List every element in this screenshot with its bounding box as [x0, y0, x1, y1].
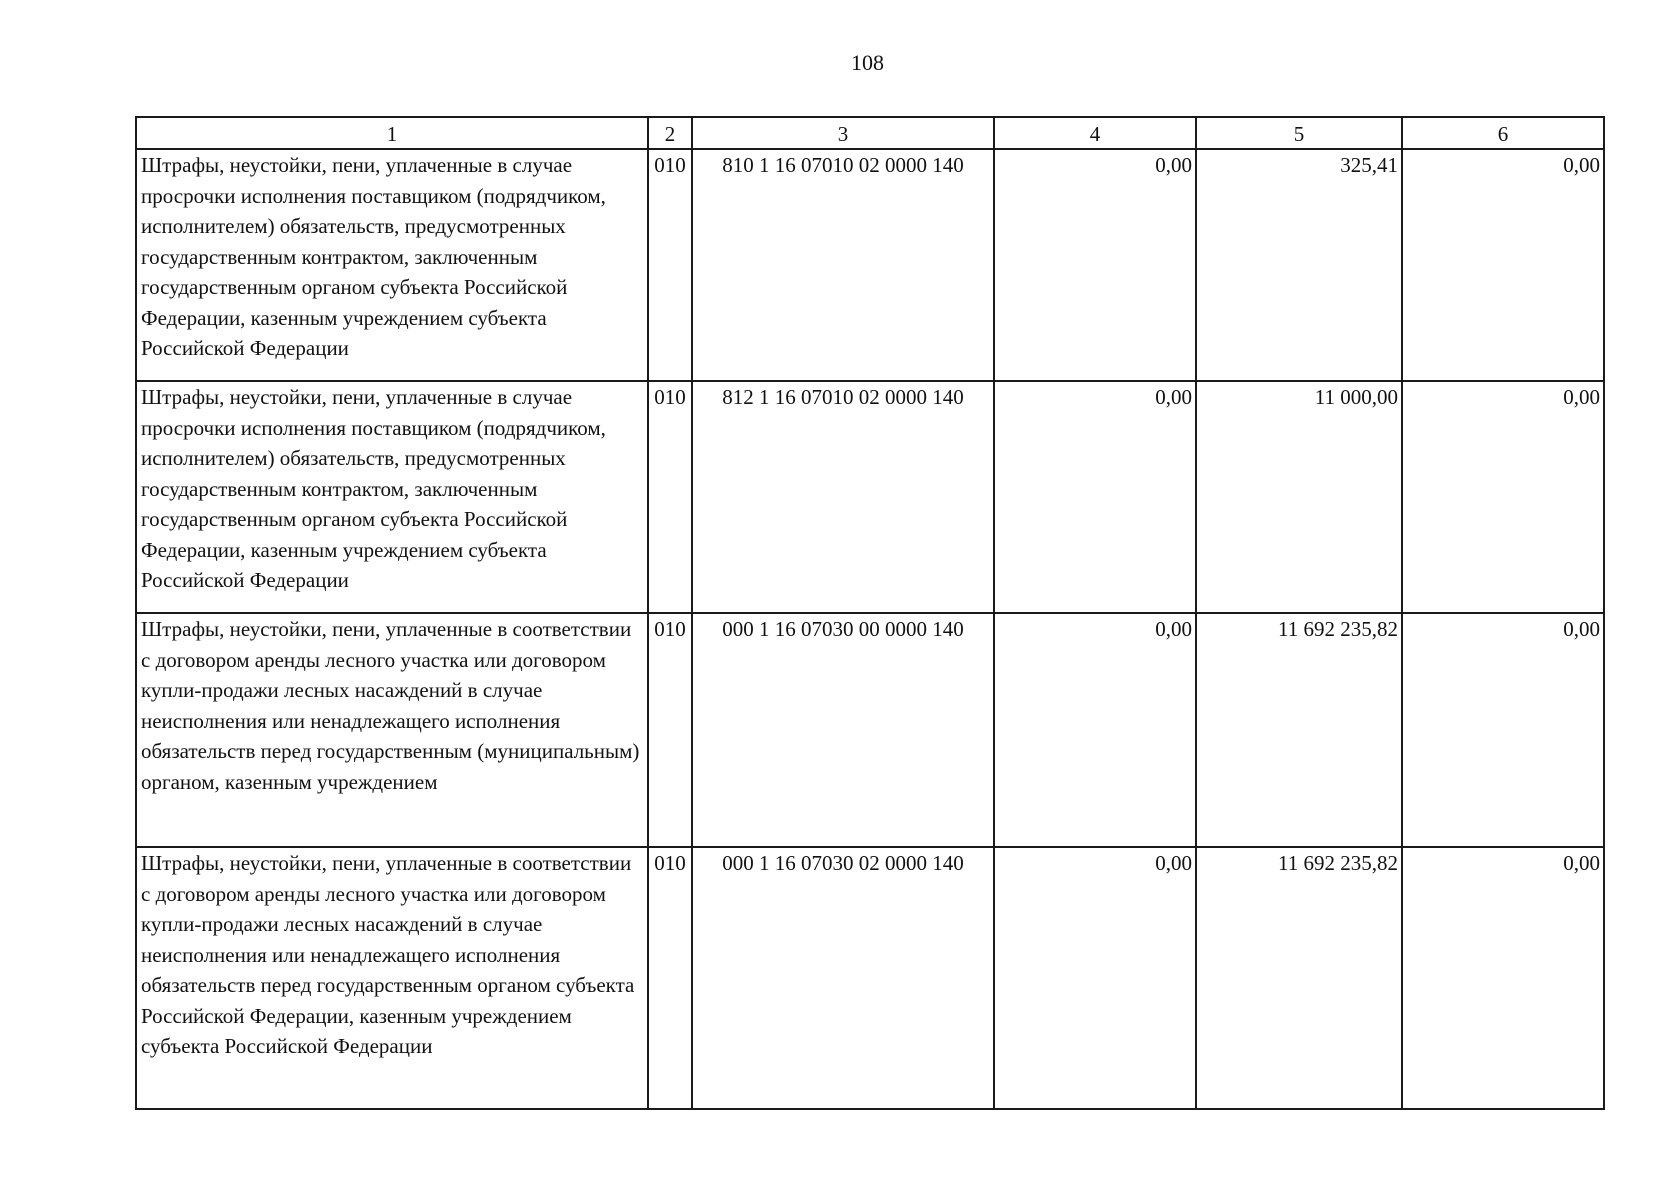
- row-budget-code-cell: 000 1 16 07030 00 0000 140: [692, 613, 994, 847]
- row-col4-cell: 0,00: [994, 381, 1196, 613]
- row-col5-cell: 11 692 235,82: [1196, 613, 1402, 847]
- row-name-cell: Штрафы, неустойки, пени, уплаченные в соответствии с договором аренды лесного участка или договором купли-продажи лесных насаждений в случае неисполнения или ненадлежащего исполнения обязательств перед государственным органом субъекта Российской Федерации, казенным учреждением субъекта Российской Федерации: [136, 847, 648, 1109]
- row-line-code-cell: 010: [648, 847, 692, 1109]
- row-budget-code-cell: 000 1 16 07030 02 0000 140: [692, 847, 994, 1109]
- header-col-1: 1: [136, 117, 648, 149]
- row-col6-cell: 0,00: [1402, 613, 1604, 847]
- header-col-2: 2: [648, 117, 692, 149]
- row-budget-code-cell: 812 1 16 07010 02 0000 140: [692, 381, 994, 613]
- row-line-code-cell: 010: [648, 613, 692, 847]
- row-line-code-cell: 010: [648, 149, 692, 381]
- row-col4-cell: 0,00: [994, 149, 1196, 381]
- row-name-cell: Штрафы, неустойки, пени, уплаченные в соответствии с договором аренды лесного участка или договором купли-продажи лесных насаждений в случае неисполнения или ненадлежащего исполнения обязательств перед государственным (муниципальным) органом, казенным учреждением: [136, 613, 648, 847]
- header-col-5: 5: [1196, 117, 1402, 149]
- row-col4-cell: 0,00: [994, 613, 1196, 847]
- row-col6-cell: 0,00: [1402, 381, 1604, 613]
- table-row: [136, 847, 1604, 1109]
- row-col5-cell: 325,41: [1196, 149, 1402, 381]
- table-header-row: [136, 117, 1604, 149]
- row-col4-cell: 0,00: [994, 847, 1196, 1109]
- row-col5-cell: 11 692 235,82: [1196, 847, 1402, 1109]
- revenue-table: [135, 116, 1605, 1110]
- page-number: 108: [851, 50, 884, 75]
- row-line-code-cell: 010: [648, 381, 692, 613]
- row-col5-cell: 11 000,00: [1196, 381, 1402, 613]
- header-col-4: 4: [994, 117, 1196, 149]
- row-col6-cell: 0,00: [1402, 847, 1604, 1109]
- table-row: [136, 381, 1604, 613]
- row-name-cell: Штрафы, неустойки, пени, уплаченные в случае просрочки исполнения поставщиком (подрядчиком, исполнителем) обязательств, предусмотренных государственным контрактом, заключенным государственным органом субъекта Российской Федерации, казенным учреждением субъекта Российской Федерации: [136, 381, 648, 613]
- table-row: [136, 149, 1604, 381]
- header-col-3: 3: [692, 117, 994, 149]
- table-row: [136, 613, 1604, 847]
- row-col6-cell: 0,00: [1402, 149, 1604, 381]
- header-col-6: 6: [1402, 117, 1604, 149]
- row-name-cell: Штрафы, неустойки, пени, уплаченные в случае просрочки исполнения поставщиком (подрядчиком, исполнителем) обязательств, предусмотренных государственным контрактом, заключенным государственным органом субъекта Российской Федерации, казенным учреждением субъекта Российской Федерации: [136, 149, 648, 381]
- row-budget-code-cell: 810 1 16 07010 02 0000 140: [692, 149, 994, 381]
